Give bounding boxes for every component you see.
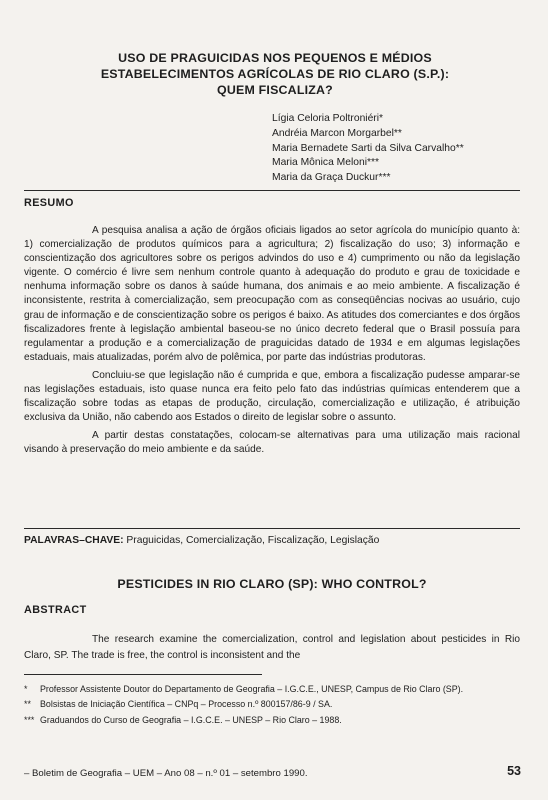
author-name: Maria da Graça Duckur***	[272, 172, 391, 184]
keywords	[24, 535, 379, 546]
footnote-mark: ***	[24, 714, 35, 725]
author-list	[272, 112, 464, 186]
footnote-mark: *	[24, 684, 28, 694]
title-line: ESTABELECIMENTOS AGRÍCOLAS DE RIO CLARO (S.P.):	[100, 67, 450, 81]
footnotes	[24, 683, 524, 727]
author-name: Andréia Marcon Morgarbel**	[272, 127, 402, 139]
footnote-mark: **	[24, 699, 31, 710]
footnote	[24, 698, 524, 711]
resumo-paragraph: A partir destas constatações, colocam-se alternativas para uma utilização mais racional visando à preservação do meio ambiente e da saúde.	[24, 430, 520, 456]
author-name: Maria Mônica Meloni***	[272, 157, 380, 169]
author-name: Maria Bernadete Sarti da Silva Carvalho**	[272, 142, 464, 154]
resumo-heading: RESUMO	[24, 197, 74, 209]
footnote	[24, 714, 524, 727]
journal-citation: – Boletim de Geografia – UEM – Ano 08 – n.º 01 – setembro 1990.	[24, 768, 308, 779]
title-line: QUEM FISCALIZA?	[217, 83, 333, 97]
abstract-body	[24, 632, 520, 664]
title-line: USO DE PRAGUICIDAS NOS PEQUENOS E MÉDIOS	[118, 51, 432, 65]
footnote-text: Professor Assistente Doutor do Departamento de Geografia – I.G.C.E., UNESP, Campus de Rio Claro (SP).	[40, 684, 464, 694]
keywords-text: Praguicidas, Comercialização, Fiscalização, Legislação	[126, 535, 380, 546]
abstract-paragraph: The research examine the comercialization, control and legislation about pesticides in Rio Claro, SP. The trade is free, the control is inconsistent and the	[24, 634, 520, 661]
resumo-body	[24, 224, 520, 458]
keywords-label: PALAVRAS–CHAVE:	[24, 535, 124, 546]
footnote-text: Bolsistas de Iniciação Científica – CNPq – Processo n.º 800157/86-9 / SA.	[40, 699, 333, 710]
english-title: PESTICIDES IN RIO CLARO (SP): WHO CONTROL?	[117, 577, 427, 591]
author-name: Lígia Celoria Poltroniéri*	[272, 113, 384, 124]
article-title	[40, 50, 510, 98]
page-number: 53	[507, 764, 521, 778]
resumo-paragraph: A pesquisa analisa a ação de órgãos oficiais ligados ao setor agrícola do município quanto à: 1) comercialização de produtos químicos para a agricultura; 2) fiscalização do uso; 3) informação e conscientização dos agricultores sobre os perigos advindos do uso e 4) cumprimento ou não da legislação vigente. O comércio é livre sem nenhum controle quanto à adequação do produto e grau de toxicidade e nenhuma informação sobre os danos à saúde humana, dos animais e ao meio ambiente. A fiscalização é inconsistente, restrita à comercialização, sem preocupação com as conseqüências nocivas ao usuário, cujo grau de informação e de conscientização sobre os perigos é baixo. As atitudes dos comerciantes e dos órgãos fiscalizadores frente à legislação ambiental baseou-se no único decreto federal que o Brasil possuía para regulamentar a produção e a comercialização de praguicidas datado de 1934 e em algumas legislações estaduais, mais atualizadas, porém alvo de polêmica, por parte das indústrias produtoras.	[24, 225, 520, 363]
keywords-rule	[24, 528, 520, 529]
footnote-text: Graduandos do Curso de Geografia – I.G.C.E. – UNESP – Rio Claro – 1988.	[40, 714, 342, 725]
resumo-paragraph: Concluiu-se que legislação não é cumprida e que, embora a fiscalização pudesse amparar-se nas legislações estaduais, isto quase nunca era feito pelo fato das indústrias químicas entenderem que a fiscalização sobre todas as etapas de produção, circulação, comercialização e utilização, é atribuição exclusiva da União, não cabendo aos Estados o direito de legislar sobre o assunto.	[24, 369, 520, 424]
footnote	[24, 683, 524, 696]
abstract-heading: ABSTRACT	[24, 604, 87, 616]
footnote-rule	[24, 674, 262, 675]
section-rule	[24, 190, 520, 191]
